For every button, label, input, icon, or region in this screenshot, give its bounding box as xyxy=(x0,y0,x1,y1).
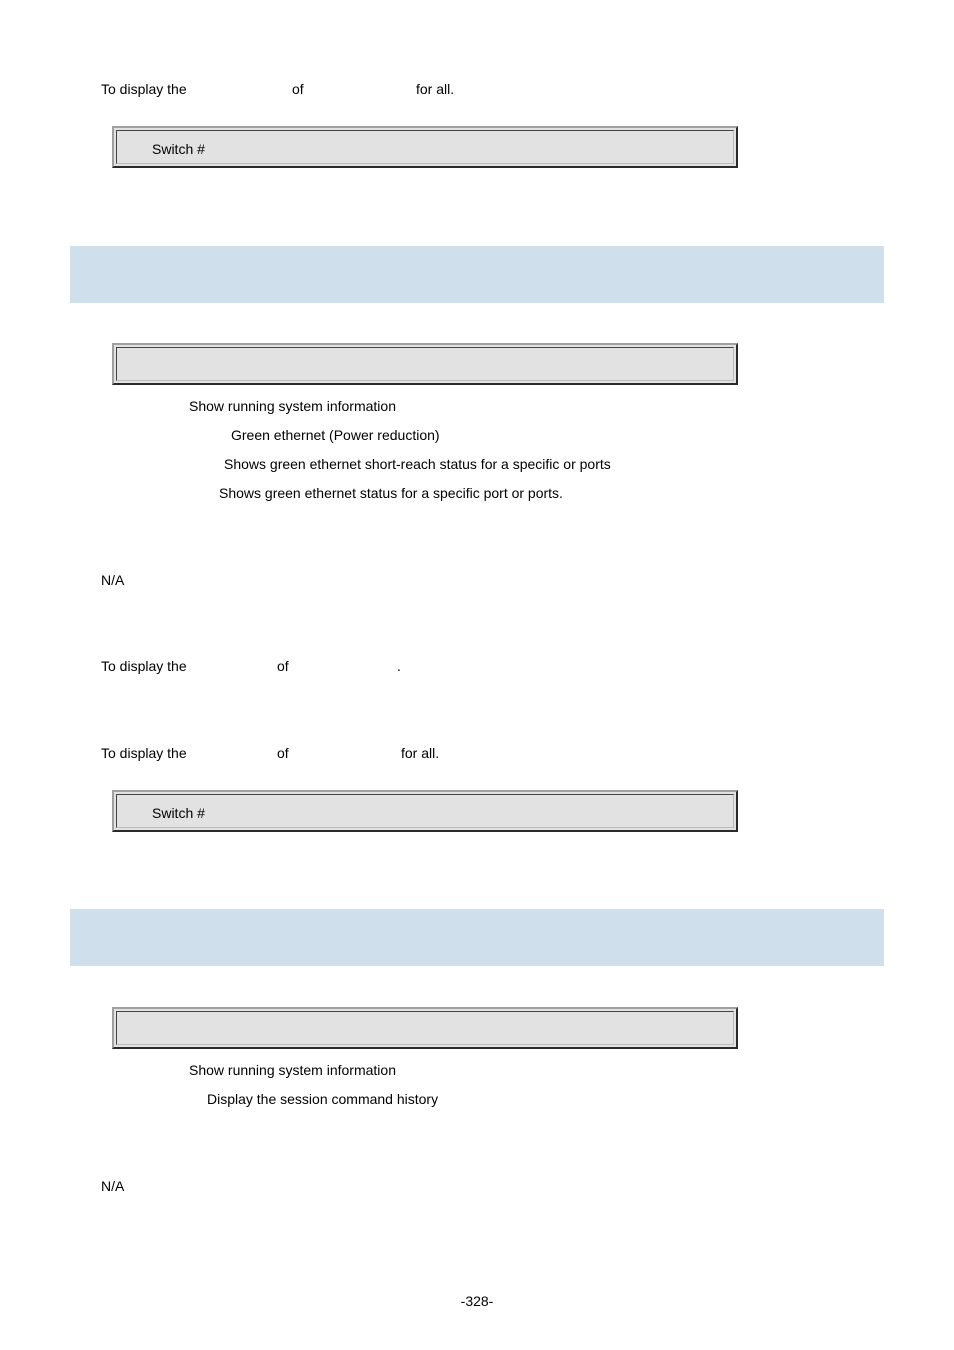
command-example-box xyxy=(112,126,738,168)
example-description-tail: for all. xyxy=(401,745,440,761)
command-prompt: Switch # xyxy=(152,805,205,821)
example-description-of: of xyxy=(277,745,289,761)
example-description-of: of xyxy=(292,81,304,97)
example-description-tail: for all. xyxy=(416,81,455,97)
usage-description-tail: . xyxy=(397,658,401,674)
section-heading-band xyxy=(70,909,884,966)
usage-description-lead: To display the xyxy=(101,658,187,674)
page-number: -328- xyxy=(460,1293,494,1309)
default-value: N/A xyxy=(101,1178,125,1194)
default-value: N/A xyxy=(101,572,125,588)
command-syntax-box xyxy=(112,343,738,385)
command-prompt: Switch # xyxy=(152,141,205,157)
section-heading-band xyxy=(70,246,884,303)
param-desc: Shows green ethernet status for a specific port or ports. xyxy=(219,485,563,501)
param-desc: Display the session command history xyxy=(207,1091,439,1107)
usage-description-of: of xyxy=(277,658,289,674)
command-syntax-box xyxy=(112,1007,738,1049)
param-desc: Show running system information xyxy=(189,398,396,414)
param-desc: Show running system information xyxy=(189,1062,396,1078)
example-description-lead: To display the xyxy=(101,745,187,761)
command-example-box xyxy=(112,790,738,832)
param-desc: Shows green ethernet short-reach status for a specific or ports xyxy=(224,456,611,472)
param-desc: Green ethernet (Power reduction) xyxy=(231,427,440,443)
example-description-lead: To display the xyxy=(101,81,187,97)
